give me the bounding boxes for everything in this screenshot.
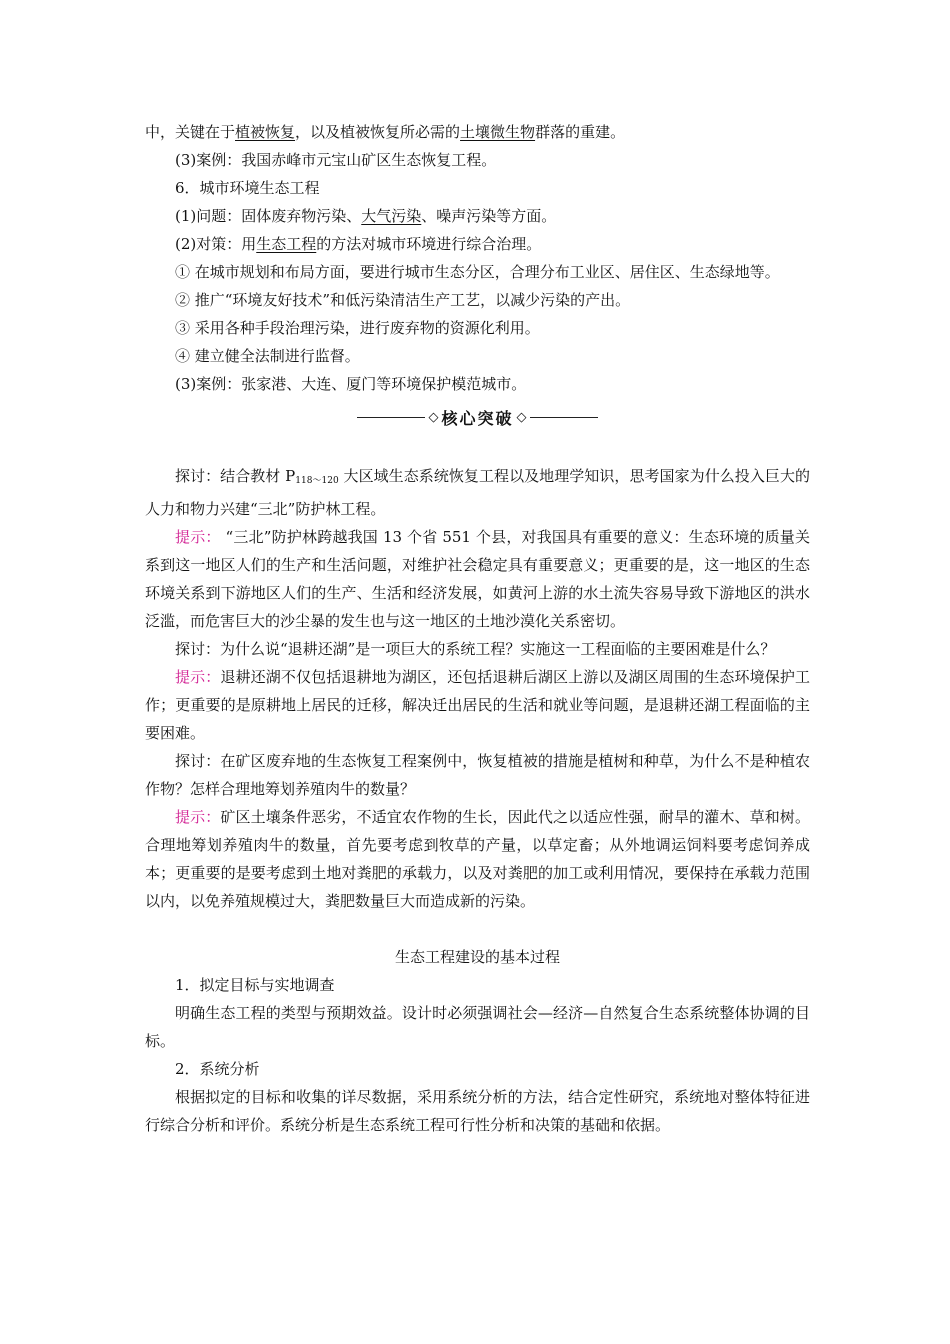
step-text: 根据拟定的目标和收集的详尽数据，采用系统分析的方法，结合定性研究，系统地对整体特征进行综合分析和评价。系统分析是生态系统工程可行性分析和决策的基础和依据。 xyxy=(145,1088,810,1134)
page-range-subscript: 118～120 xyxy=(295,476,339,486)
hint-label: 提示： xyxy=(175,668,221,686)
text-run: 的方法对城市环境进行综合治理。 xyxy=(316,235,542,253)
underlined-term: 生态工程 xyxy=(256,235,317,253)
step-text: 明确生态工程的类型与预期效益。设计时必须强调社会—经济—自然复合生态系统整体协调的目标。 xyxy=(145,1004,810,1050)
list-item: ① 在城市规划和布局方面，要进行城市生态分区，合理分布工业区、居住区、生态绿地等。 xyxy=(175,263,780,281)
page-content xyxy=(145,118,810,1139)
hint-text: 退耕还湖不仅包括退耕地为湖区，还包括退耕后湖区上游以及湖区周围的生态环境保护工作；更重要的是原耕地上居民的迁移，解决迁出居民的生活和就业等问题，是退耕还湖工程面临的主要困难。 xyxy=(145,668,810,742)
text-run: (1)问题：固体废弃物污染、 xyxy=(175,207,362,225)
underlined-term: 植被恢复 xyxy=(235,123,296,141)
hint-label: 提示： xyxy=(175,808,221,826)
text-run: (2)对策：用 xyxy=(175,235,257,253)
list-item: ④ 建立健全法制进行监督。 xyxy=(175,347,360,365)
discussion-hint xyxy=(145,803,810,915)
discussion-question: 探讨：在矿区废弃地的生态恢复工程案例中，恢复植被的措施是植树和种草，为什么不是种植农作物？怎样合理地筹划养殖肉牛的数量？ xyxy=(145,752,810,798)
hint-label: 提示： xyxy=(175,528,221,546)
discussion-hint xyxy=(145,523,810,635)
text-run: ，以及植被恢复所必需的 xyxy=(295,123,461,141)
list-item: ③ 采用各种手段治理污染，进行废弃物的资源化利用。 xyxy=(175,319,540,337)
section-title: 核心突破 xyxy=(441,408,514,428)
hint-text: “三北”防护林跨越我国 13 个省 551 个县，对我国具有重要的意义：生态环境的质量关系到这一地区人们的生产和生活问题，对维护社会稳定具有重要意义；更重要的是，这一地区的生态环境关系到下游地区人们的生产、生活和经济发展，如黄河上游的水土流失容易导致下游地区的洪水泛滥，而危害巨大的沙尘暴的发生也与这一地区的土地沙漠化关系密切。 xyxy=(145,528,810,630)
divider-line xyxy=(357,417,425,418)
discussion-question: 探讨：为什么说“退耕还湖”是一项巨大的系统工程？实施这一工程面临的主要困难是什么？ xyxy=(175,640,776,658)
hint-text: 矿区土壤条件恶劣，不适宜农作物的生长，因此代之以适应性强，耐旱的灌木、草和树。合理地筹划养殖肉牛的数量，首先要考虑到牧草的产量，以草定畜；从外地调运饲料要考虑饲养成本；更重要的是要考虑到土地对粪肥的承载力，以及对粪肥的加工或利用情况，要保持在承载力范围以内，以免养殖规模过大，粪肥数量巨大而造成新的污染。 xyxy=(145,808,810,910)
problem-line xyxy=(145,202,810,230)
measure-line xyxy=(145,230,810,258)
process-title: 生态工程建设的基本过程 xyxy=(394,948,560,966)
text-run: 大区域生态系统恢复工程以及地理学知识，思考国家为什么投入巨大的人力和物力兴建“三北”防护林工程。 xyxy=(145,467,810,518)
underlined-term: 土壤微生物 xyxy=(460,123,536,141)
spacer xyxy=(145,436,810,462)
diamond-icon: ◇ xyxy=(516,409,527,425)
text-run: 探讨：结合教材 P xyxy=(175,467,296,485)
divider-line xyxy=(530,417,598,418)
diamond-icon: ◇ xyxy=(428,409,439,425)
text-run: 、噪声污染等方面。 xyxy=(421,207,557,225)
heading-urban-ecology: 6．城市环境生态工程 xyxy=(175,179,320,197)
text-run: 中，关键在于 xyxy=(145,123,236,141)
spacer xyxy=(145,915,810,943)
case-mining-area: (3)案例：我国赤峰市元宝山矿区生态恢复工程。 xyxy=(175,151,497,169)
text-run: 群落的重建。 xyxy=(535,123,626,141)
case-model-cities: (3)案例：张家港、大连、厦门等环境保护模范城市。 xyxy=(175,375,527,393)
list-item: ② 推广“环境友好技术”和低污染清洁生产工艺，以减少污染的产出。 xyxy=(175,291,631,309)
step-heading: 1．拟定目标与实地调查 xyxy=(175,976,335,994)
underlined-term: 大气污染 xyxy=(361,207,422,225)
step-heading: 2．系统分析 xyxy=(175,1060,260,1078)
discussion-hint xyxy=(145,663,810,747)
paragraph-plant-recovery xyxy=(145,118,810,146)
section-divider xyxy=(145,400,810,434)
discussion-question xyxy=(145,462,810,523)
